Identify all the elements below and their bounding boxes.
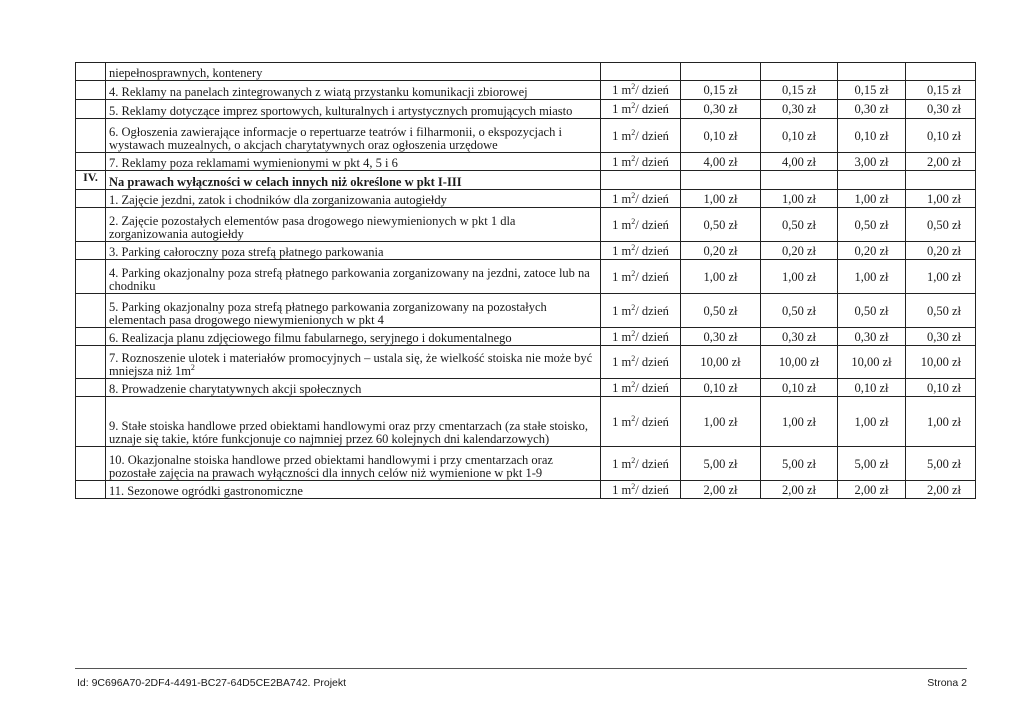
section-number [76, 100, 106, 119]
unit-cell [601, 63, 681, 81]
fee-description: 3. Parking całoroczny poza strefą płatnego parkowania [106, 242, 601, 260]
table-row [76, 447, 976, 481]
rate-cell: 0,50 zł [906, 208, 976, 242]
rate-cell: 0,10 zł [761, 119, 838, 153]
fee-description: 4. Parking okazjonalny poza strefą płatnego parkowania zorganizowany na jezdni, zatoce lub na chodniku [106, 260, 601, 294]
rate-cell: 1,00 zł [681, 260, 761, 294]
rate-cell: 1,00 zł [838, 190, 906, 208]
section-number [76, 397, 106, 447]
rate-cell: 0,20 zł [838, 242, 906, 260]
fee-description: 1. Zajęcie jezdni, zatok i chodników dla zorganizowania autogiełdy [106, 190, 601, 208]
rate-cell [681, 171, 761, 190]
rate-cell: 0,50 zł [838, 294, 906, 328]
section-number [76, 346, 106, 379]
fee-description: niepełnosprawnych, kontenery [106, 63, 601, 81]
rate-cell: 5,00 zł [838, 447, 906, 481]
section-number [76, 208, 106, 242]
rate-cell: 2,00 zł [681, 481, 761, 499]
rate-cell: 0,10 zł [906, 119, 976, 153]
rate-cell: 4,00 zł [761, 153, 838, 171]
rate-cell [906, 171, 976, 190]
rate-cell: 1,00 zł [906, 190, 976, 208]
table-row [76, 260, 976, 294]
rate-cell: 1,00 zł [838, 397, 906, 447]
table-row [76, 153, 976, 171]
table-row [76, 119, 976, 153]
section-heading-row [76, 171, 976, 190]
rate-cell: 1,00 zł [906, 260, 976, 294]
fee-description: 5. Reklamy dotyczące imprez sportowych, kulturalnych i artystycznych promujących miasto [106, 100, 601, 119]
rate-cell: 3,00 zł [838, 153, 906, 171]
rate-cell: 0,50 zł [681, 294, 761, 328]
fee-description: 11. Sezonowe ogródki gastronomiczne [106, 481, 601, 499]
table-row [76, 63, 976, 81]
fee-description: 6. Realizacja planu zdjęciowego filmu fabularnego, seryjnego i dokumentalnego [106, 328, 601, 346]
rate-cell: 0,50 zł [761, 294, 838, 328]
section-number [76, 481, 106, 499]
table-row [76, 100, 976, 119]
table-body [76, 63, 976, 499]
rate-cell: 1,00 zł [838, 260, 906, 294]
rate-cell: 0,30 zł [838, 100, 906, 119]
rate-cell: 0,10 zł [838, 379, 906, 397]
rate-cell: 0,30 zł [681, 328, 761, 346]
rate-cell: 1,00 zł [681, 190, 761, 208]
unit-cell: 1 $m^2/$ dzień [601, 119, 681, 153]
rate-cell: 4,00 zł [681, 153, 761, 171]
rate-cell: 5,00 zł [681, 447, 761, 481]
rate-cell: 0,20 zł [681, 242, 761, 260]
unit-cell: 1 $m^2/$ dzień [601, 242, 681, 260]
table-row [76, 328, 976, 346]
section-number [76, 63, 106, 81]
fee-description: 10. Okazjonalne stoiska handlowe przed obiektami handlowymi i przy cmentarzach oraz pozostałe zajęcia na prawach wyłączności dla innych celów niż wymienione w pkt 1-9 [106, 447, 601, 481]
rate-cell [761, 171, 838, 190]
fee-description: 6. Ogłoszenia zawierające informacje o repertuarze teatrów i filharmonii, o ekspozycjach i wystawach muzealnych, o akcjach charytatywnych oraz ogłoszenia urzędowe [106, 119, 601, 153]
unit-cell: 1 $m^2/$ dzień [601, 153, 681, 171]
rate-cell: 2,00 zł [906, 153, 976, 171]
rate-cell: 1,00 zł [681, 397, 761, 447]
section-number [76, 119, 106, 153]
rate-cell: 5,00 zł [761, 447, 838, 481]
section-number [76, 81, 106, 100]
unit-cell: 1 $m^2/$ dzień [601, 294, 681, 328]
table-row [76, 346, 976, 379]
table-row [76, 397, 976, 447]
section-number [76, 190, 106, 208]
rate-cell: 0,30 zł [761, 328, 838, 346]
document-id: Id: 9C696A70-2DF4-4491-BC27-64D5CE2BA742. Projekt [77, 677, 347, 689]
rate-cell: 0,30 zł [681, 100, 761, 119]
unit-cell: 1 $m^2/$ dzień [601, 346, 681, 379]
rate-cell: 1,00 zł [906, 397, 976, 447]
table-row [76, 294, 976, 328]
rate-cell: 10,00 zł [681, 346, 761, 379]
rate-cell: 0,15 zł [761, 81, 838, 100]
rate-cell: 10,00 zł [838, 346, 906, 379]
rate-cell: 0,50 zł [906, 294, 976, 328]
rate-cell: 0,50 zł [838, 208, 906, 242]
unit-cell: 1 $m^2/$ dzień [601, 81, 681, 100]
unit-cell: 1 $m^2/$ dzień [601, 260, 681, 294]
rate-cell [681, 63, 761, 81]
fee-description: 9. Stałe stoiska handlowe przed obiektami handlowymi oraz przy cmentarzach (za stałe stoisko, uznaje się takie, które funkcjonuje co najmniej przez 60 kolejnych dni kalendarzowych) [106, 397, 601, 447]
rate-cell: 1,00 zł [761, 397, 838, 447]
rate-cell [838, 63, 906, 81]
table-row [76, 481, 976, 499]
unit-cell: 1 $m^2/$ dzień [601, 447, 681, 481]
fee-description: 4. Reklamy na panelach zintegrowanych z wiatą przystanku komunikacji zbiorowej [106, 81, 601, 100]
unit-cell: 1 $m^2/$ dzień [601, 100, 681, 119]
rate-cell: 0,50 zł [681, 208, 761, 242]
unit-cell: 1 $m^2/$ dzień [601, 190, 681, 208]
table-row [76, 190, 976, 208]
rate-cell: 5,00 zł [906, 447, 976, 481]
rate-cell: 1,00 zł [761, 190, 838, 208]
rate-cell [906, 63, 976, 81]
fee-description: 7. Roznoszenie ulotek i materiałów promocyjnych – ustala się, że wielkość stoiska nie może być mniejsza niż $1m^2$ [106, 346, 601, 379]
unit-cell: 1 $m^2/$ dzień [601, 481, 681, 499]
table-row [76, 379, 976, 397]
fee-table [75, 62, 976, 499]
footer-divider [75, 668, 967, 669]
rate-cell: 0,10 zł [761, 379, 838, 397]
unit-cell: 1 $m^2/$ dzień [601, 328, 681, 346]
rate-cell [838, 171, 906, 190]
section-number [76, 379, 106, 397]
unit-cell: 1 $m^2/$ dzień [601, 208, 681, 242]
rate-cell: 0,30 zł [906, 100, 976, 119]
fee-description: Na prawach wyłączności w celach innych niż określone w pkt I-III [106, 171, 601, 190]
fee-description: 8. Prowadzenie charytatywnych akcji społecznych [106, 379, 601, 397]
section-number [76, 328, 106, 346]
rate-cell: 0,10 zł [906, 379, 976, 397]
section-number [76, 260, 106, 294]
fee-description: 5. Parking okazjonalny poza strefą płatnego parkowania zorganizowany na pozostałych elementach pasa drogowego niewymienionych w pkt 4 [106, 294, 601, 328]
rate-cell: 0,30 zł [761, 100, 838, 119]
table-row [76, 81, 976, 100]
fee-description: 7. Reklamy poza reklamami wymienionymi w pkt 4, 5 i 6 [106, 153, 601, 171]
fee-description: 2. Zajęcie pozostałych elementów pasa drogowego niewymienionych w pkt 1 dla zorganizowania autogiełdy [106, 208, 601, 242]
table-row [76, 242, 976, 260]
unit-cell: 1 $m^2/$ dzień [601, 397, 681, 447]
unit-cell: 1 $m^2/$ dzień [601, 379, 681, 397]
rate-cell: 0,10 zł [681, 119, 761, 153]
rate-cell: 2,00 zł [906, 481, 976, 499]
rate-cell: 0,20 zł [761, 242, 838, 260]
section-number: IV. [76, 171, 106, 190]
rate-cell [761, 63, 838, 81]
section-number [76, 447, 106, 481]
section-number [76, 242, 106, 260]
rate-cell: 0,20 zł [906, 242, 976, 260]
rate-cell: 0,30 zł [906, 328, 976, 346]
table-row [76, 208, 976, 242]
section-number [76, 153, 106, 171]
rate-cell: 10,00 zł [906, 346, 976, 379]
rate-cell: 0,50 zł [761, 208, 838, 242]
rate-cell: 0,15 zł [838, 81, 906, 100]
rate-cell: 10,00 zł [761, 346, 838, 379]
rate-cell: 2,00 zł [838, 481, 906, 499]
rate-cell: 0,10 zł [681, 379, 761, 397]
page-number: Strona 2 [927, 677, 967, 689]
rate-cell: 0,15 zł [906, 81, 976, 100]
rate-cell: 2,00 zł [761, 481, 838, 499]
rate-cell: 0,10 zł [838, 119, 906, 153]
unit-cell [601, 171, 681, 190]
rate-cell: 0,30 zł [838, 328, 906, 346]
rate-cell: 1,00 zł [761, 260, 838, 294]
section-number [76, 294, 106, 328]
rate-cell: 0,15 zł [681, 81, 761, 100]
